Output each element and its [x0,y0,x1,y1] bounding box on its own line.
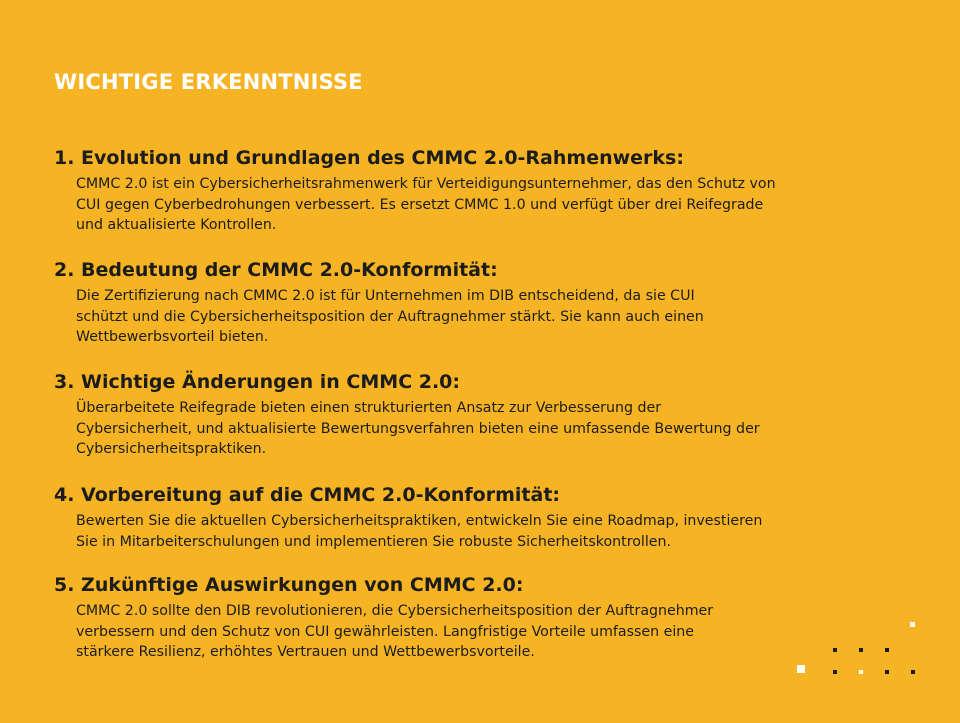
item-body [76,601,866,663]
page-title: WICHTIGE ERKENNTNISSE [54,70,363,94]
item-body-line: schützt und die Cybersicherheitsposition der Auftragnehmer stärkt. Sie kann auch einen [76,308,704,325]
item-title: 5. Zukünftige Auswirkungen von CMMC 2.0: [54,574,524,596]
list-item [54,573,874,663]
item-title: 3. Wichtige Änderungen in CMMC 2.0: [54,371,461,393]
item-title: 1. Evolution und Grundlagen des CMMC 2.0-Rahmenwerks: [54,147,684,169]
item-body-line: Cybersicherheitspraktiken. [76,441,267,457]
list-item [54,370,874,460]
item-body-line: CUI gegen Cyberbedrohungen verbessert. Es ersetzt CMMC 1.0 und verfügt über drei Reifegrade [76,196,764,213]
item-body-line: Sie in Mitarbeiterschulungen und implementieren Sie robuste Sicherheitskontrollen. [76,533,672,550]
item-body-line: Überarbeitete Reifegrade bieten einen strukturierten Ansatz zur Verbesserung der [76,400,662,416]
item-title: 4. Vorbereitung auf die CMMC 2.0-Konformität: [54,484,561,506]
item-body [76,398,866,460]
item-body-line: Cybersicherheit, und aktualisierte Bewertungsverfahren bieten eine umfassende Bewertung der [76,420,760,437]
item-body-line: stärkere Resilienz, erhöhtes Vertrauen und Wettbewerbsvorteile. [76,644,535,660]
item-body-line: CMMC 2.0 sollte den DIB revolutionieren, die Cybersicherheitsposition der Auftragnehmer [76,603,714,619]
item-body-line: CMMC 2.0 ist ein Cybersicherheitsrahmenwerk für Verteidigungsunternehmer, das den Schutz von [76,176,776,192]
item-body-line: Bewerten Sie die aktuellen Cybersicherheitspraktiken, entwickeln Sie eine Roadmap, investieren [76,513,763,529]
item-body-line: und aktualisierte Kontrollen. [76,217,277,233]
item-body-line: verbessern und den Schutz von CUI gewährleisten. Langfristige Vorteile umfassen eine [76,623,695,640]
item-body [76,286,866,348]
item-title: 2. Bedeutung der CMMC 2.0-Konformität: [54,259,498,281]
list-item [54,258,874,348]
item-body [76,174,866,236]
item-body-line: Die Zertifizierung nach CMMC 2.0 ist für Unternehmen im DIB entscheidend, da sie CUI [76,288,695,304]
list-item [54,483,874,552]
item-body-line: Wettbewerbsvorteil bieten. [76,329,269,345]
item-body [76,511,866,552]
list-item [54,146,874,236]
